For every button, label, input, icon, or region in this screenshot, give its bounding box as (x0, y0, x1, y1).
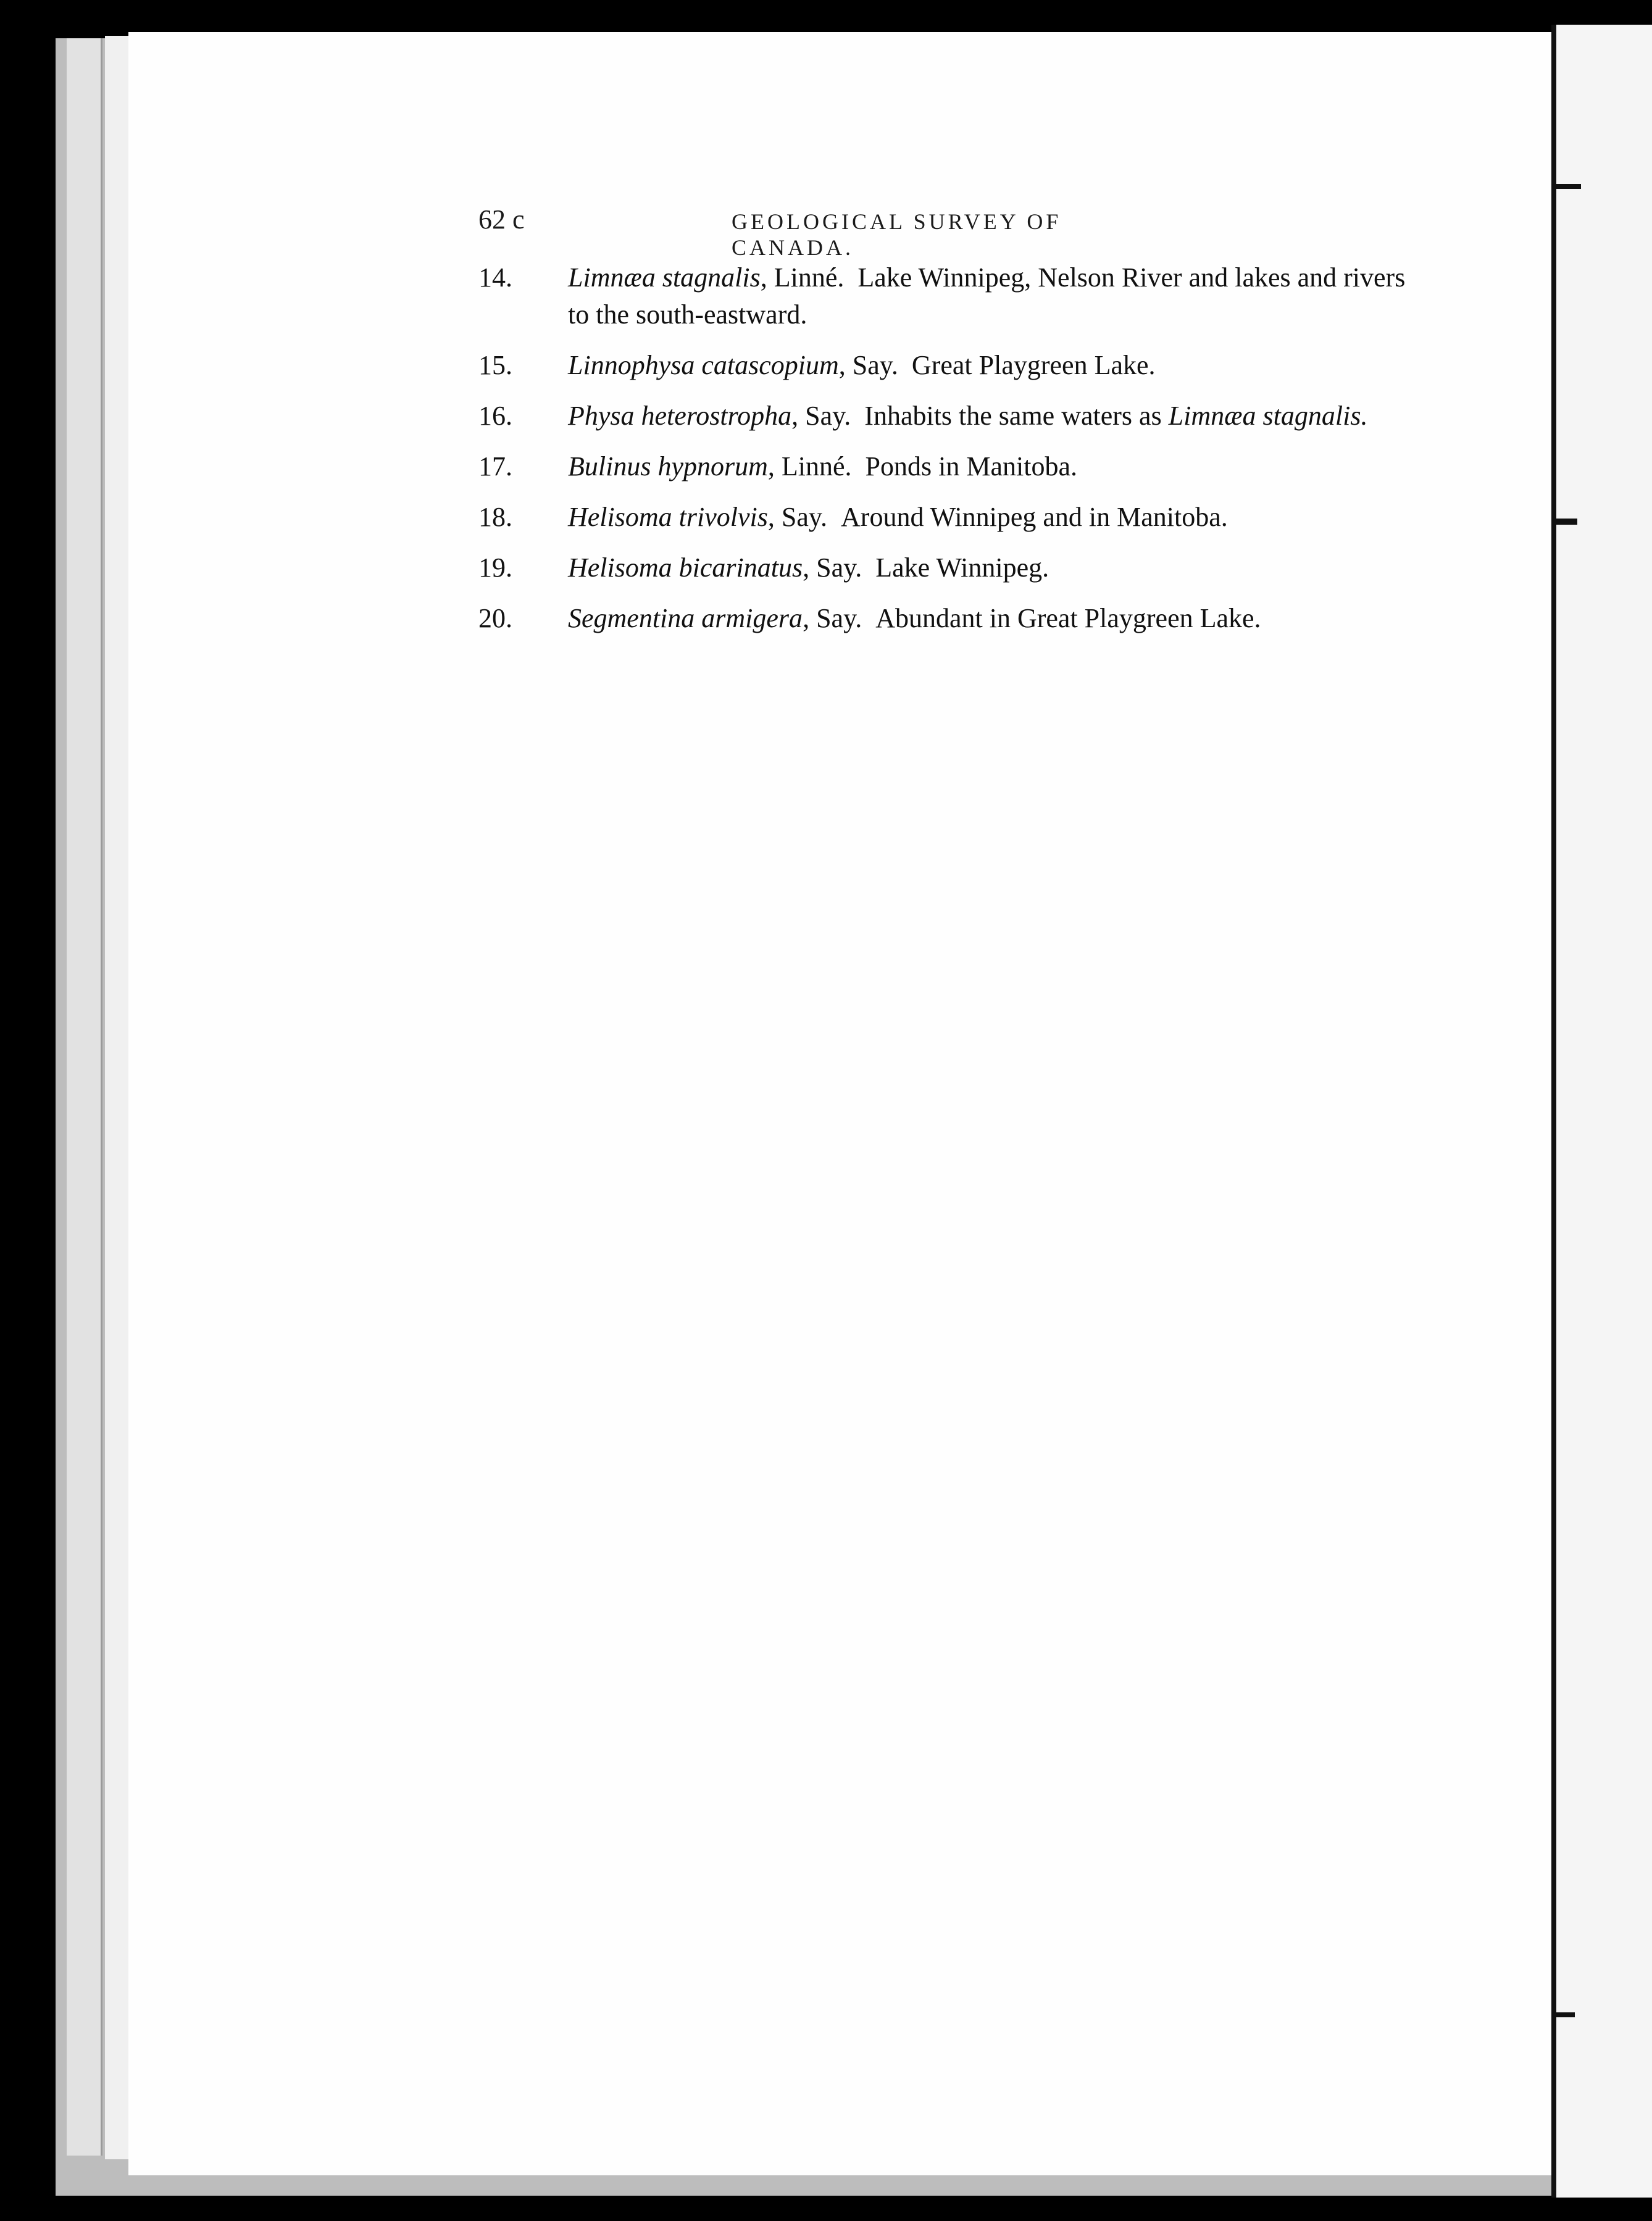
authority: , Linné. (767, 451, 852, 481)
list-item (478, 499, 1429, 536)
species-name: Helisoma bicarinatus (568, 552, 803, 583)
entry-note-species: Limnæa stagnalis. (1168, 401, 1368, 431)
entry-note: Inhabits the same waters as (864, 401, 1162, 431)
edge-mark (1556, 519, 1577, 525)
entry-number: 20. (478, 603, 512, 633)
authority: , Say. (838, 350, 898, 380)
entry-number: 16. (478, 401, 512, 431)
entry-number: 15. (478, 350, 512, 380)
entry-note: Abundant in Great Playgreen Lake. (875, 603, 1261, 633)
species-name: Bulinus hypnorum (568, 451, 768, 481)
list-item (478, 549, 1429, 586)
species-name: Linnophysa catascopium (568, 350, 839, 380)
entry-number: 17. (478, 451, 512, 481)
page-edge (67, 38, 102, 2156)
entry-note: Around Winnipeg and in Manitoba. (841, 502, 1228, 532)
list-item (478, 259, 1429, 333)
species-name: Limnæa stagnalis (568, 262, 761, 293)
page-number: 62 c (478, 204, 525, 235)
list-item (478, 600, 1429, 637)
authority: , Say. (767, 502, 828, 532)
species-name: Segmentina armigera (568, 603, 803, 633)
entry-number: 18. (478, 502, 512, 532)
facing-page-edge (1551, 25, 1652, 2198)
entry-note: Lake Winnipeg, Nelson River and lakes and rivers to the south-eastward. (568, 262, 1406, 330)
entry-note: Lake Winnipeg. (875, 552, 1049, 583)
page-edge (105, 36, 131, 2159)
species-list (478, 259, 1429, 651)
authority: , Say. (791, 401, 851, 431)
running-head: GEOLOGICAL SURVEY OF CANADA. (732, 209, 1062, 260)
authority: , Say. (803, 603, 862, 633)
authority: , Say. (803, 552, 862, 583)
edge-mark (1556, 2012, 1575, 2017)
species-name: Physa heterostropha (568, 401, 792, 431)
entry-number: 19. (478, 552, 512, 583)
species-name: Helisoma trivolvis (568, 502, 768, 532)
list-item (478, 347, 1429, 384)
list-item (478, 398, 1429, 435)
entry-note: Ponds in Manitoba. (865, 451, 1077, 481)
entry-number: 14. (478, 262, 512, 293)
authority: , Linné. (760, 262, 845, 293)
entry-note: Great Playgreen Lake. (911, 350, 1156, 380)
list-item (478, 448, 1429, 485)
edge-mark (1556, 184, 1581, 189)
